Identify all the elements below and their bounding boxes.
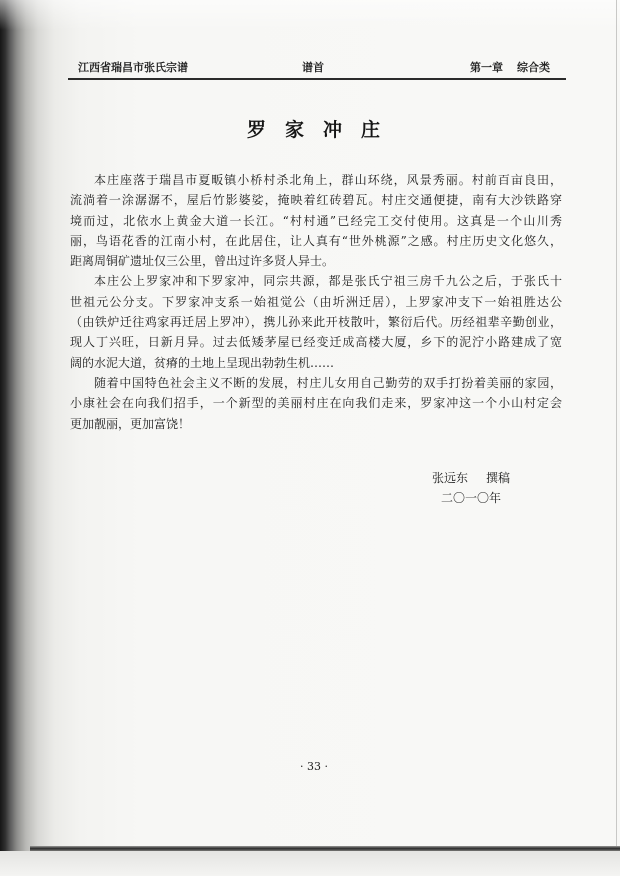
header-section: 谱首 [302,61,324,74]
scan-top-shade [0,0,620,30]
header-chapter-category: 综合类 [517,61,550,74]
article-body [70,170,562,434]
author-name: 张远东 [432,471,469,485]
header-rule [68,78,566,80]
page-number: · 33 · [300,760,328,773]
author-role: 撰稿 [486,471,511,485]
body-line: 随着中国特色社会主义不断的发展，村庄儿女用自己勤劳的双手打扮着美丽的家园， [94,375,562,390]
body-line: 现人丁兴旺，日新月异。过去低矮茅屋已经变迁成高楼大厦，乡下的泥泞小路建成了宽 [70,335,562,350]
body-line: 世祖元公分支。下罗家冲支系一始祖觉公（由圻洲迁居），上罗家冲支下一始祖胜达公 [70,294,562,309]
body-line: 本庄座落于瑞昌市夏畈镇小桥村杀北角上，群山环绕，风景秀丽。村前百亩良田， [94,173,562,187]
scan-bottom-margin [0,851,620,876]
header-book-title: 江西省瑞昌市张氏宗谱 [78,61,188,74]
body-line: 距离周铜矿遗址仅三公里，曾出过许多贤人异士。 [70,254,335,269]
body-line: 更加靓丽，更加富饶！ [70,416,191,431]
body-line: 境而过，北依水上黄金大道一长江。“村村通”已经完工交付使用。这真是一个山川秀 [70,213,562,228]
signature-date: 二〇一〇年 [441,491,502,505]
body-line: （由铁炉迁往鸡家再迁居上罗冲），携儿孙来此开枝散叶，繁衍后代。历经祖辈辛勤创业， [70,315,562,330]
header-chapter [470,61,550,75]
body-line: 小康社会在向我们招手，一个新型的美丽村庄在向我们走来，罗家冲这一个小山村定会 [70,396,562,411]
body-line: 流淌着一涂潺潺不，屋后竹影婆娑，掩映着红砖碧瓦。村庄交通便捷，南有大沙铁路穿 [70,193,562,208]
signature-author [432,470,510,486]
body-line: 丽，鸟语花香的江南小村，在此居住，让人真有“世外桃源”之感。村庄历史文化悠久， [70,233,562,248]
header-chapter-number: 第一章 [470,61,503,74]
body-line: 本庄公上罗家冲和下罗家冲，同宗共源，都是张氏宁祖三房千九公之后，于张氏十 [94,274,562,289]
body-line: 阔的水泥大道，贫瘠的土地上呈现出勃勃生机…… [70,355,335,370]
page-title: 罗家冲庄 [246,119,399,141]
